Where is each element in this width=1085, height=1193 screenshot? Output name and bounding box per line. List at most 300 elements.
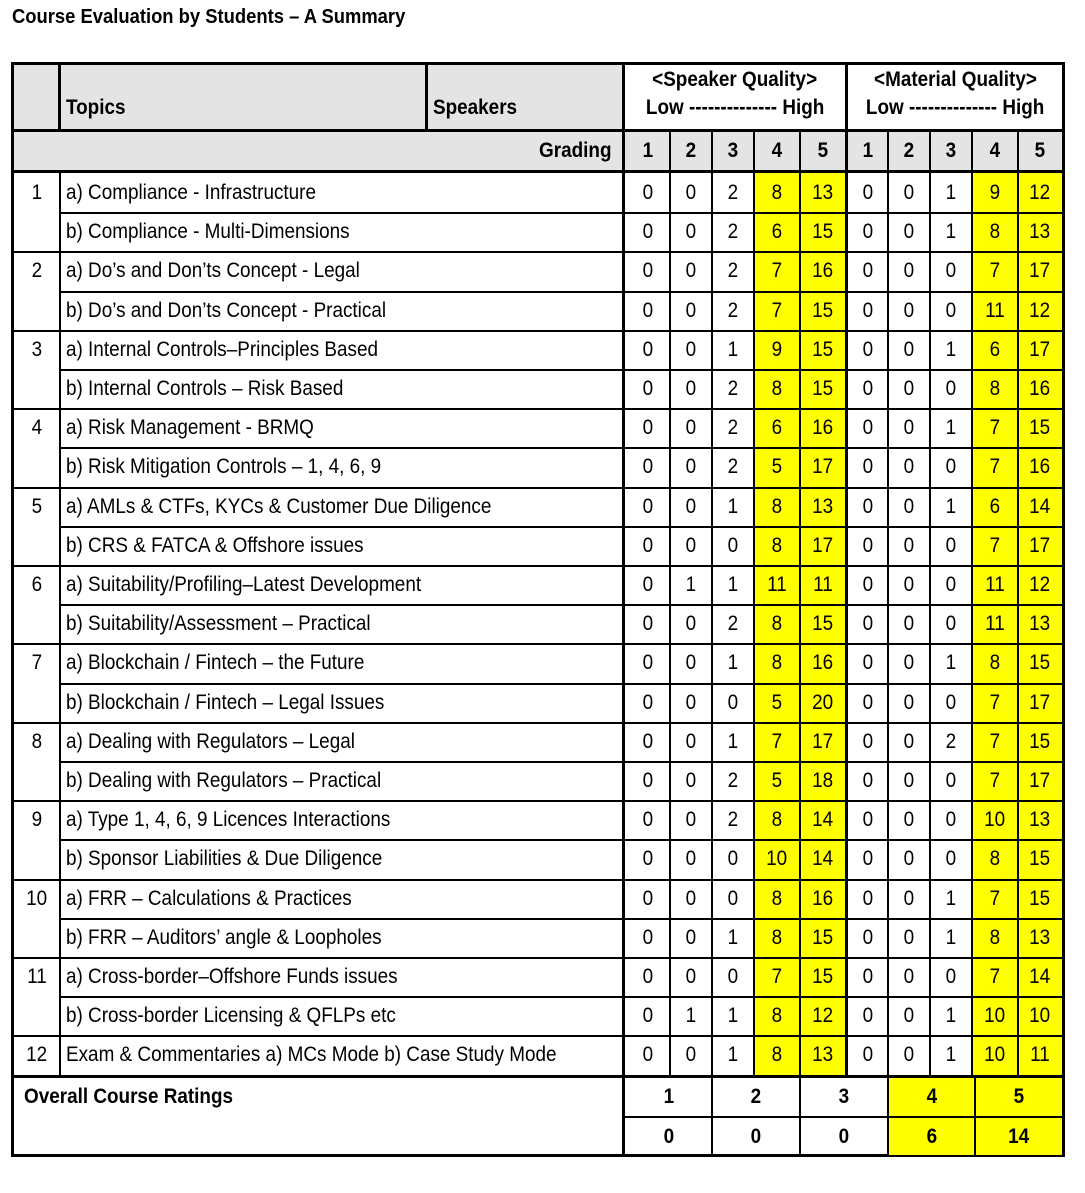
material-score-1-text: 0 (862, 1003, 874, 1027)
speaker-score-2-text: 0 (685, 298, 697, 322)
material-score-5 (1018, 839, 1062, 879)
speaker-score-4-text: 5 (771, 690, 783, 714)
material-score-2-text: 0 (903, 572, 915, 596)
material-score-2-text: 0 (903, 611, 915, 635)
row-number-text: 9 (31, 807, 43, 831)
material-score-3 (930, 996, 972, 1035)
row-divider (14, 643, 622, 645)
material-score-5-text: 13 (1029, 219, 1051, 243)
material-score-3-text: 0 (945, 376, 957, 400)
material-score-2 (888, 408, 930, 447)
material-score-5-text: 16 (1029, 455, 1051, 478)
material-score-5 (1018, 447, 1062, 487)
speaker-score-5-text: 16 (811, 259, 834, 282)
material-score-5 (1018, 565, 1062, 604)
speaker-score-4-text: 8 (771, 180, 783, 204)
material-score-1-text: 0 (862, 219, 874, 243)
material-score-3-text: 1 (945, 1003, 957, 1027)
row-divider (625, 291, 1062, 293)
speaker-score-2-text: 0 (685, 768, 697, 792)
topic-cell-text: a) Dealing with Regulators – Legal (66, 729, 355, 753)
speaker-score-1 (625, 918, 670, 957)
material-score-3-text: 1 (945, 415, 957, 439)
material-score-5-text: 13 (1029, 925, 1051, 949)
material-score-4 (972, 879, 1018, 918)
row-divider (60, 683, 622, 685)
material-score-2-text: 0 (903, 533, 915, 557)
material-score-1 (848, 839, 888, 879)
material-score-4-text: 8 (989, 925, 1001, 949)
material-score-4 (972, 447, 1018, 487)
row-divider (625, 683, 1062, 685)
speaker-score-4 (754, 291, 800, 330)
speaker-score-1-text: 0 (642, 298, 653, 322)
overall-value-3 (800, 1118, 888, 1155)
topic-cell (60, 173, 622, 212)
material-score-5-text: 15 (1029, 651, 1051, 674)
evaluation-table (11, 62, 1065, 1157)
topic-cell (60, 839, 622, 879)
material-score-5-text: 12 (1029, 180, 1051, 204)
material-score-3 (930, 761, 972, 800)
speaker-score-5 (800, 212, 845, 251)
row-divider (625, 643, 1062, 645)
row-number-text: 2 (31, 259, 43, 282)
speaker-score-2 (670, 683, 712, 722)
speaker-score-5-text: 17 (811, 533, 834, 557)
topic-cell-text: a) Internal Controls–Principles Based (66, 337, 379, 361)
overall-value-2 (712, 1118, 800, 1155)
topic-cell (60, 251, 622, 291)
speaker-score-1-text: 0 (642, 611, 653, 635)
material-score-1 (848, 369, 888, 408)
row-number (14, 643, 60, 683)
material-score-1 (848, 683, 888, 722)
speaker-score-2-text: 0 (685, 651, 697, 674)
material-score-2-text: 0 (903, 494, 915, 518)
material-score-3-text: 2 (945, 729, 957, 753)
speaker-score-1-text: 0 (642, 768, 653, 792)
material-score-4 (972, 761, 1018, 800)
material-score-1-text: 0 (862, 611, 874, 635)
column-divider (799, 1078, 801, 1155)
speaker-score-2-text: 0 (685, 611, 697, 635)
material-score-4-text: 7 (989, 768, 1001, 792)
speaker-score-3-text: 1 (727, 1043, 739, 1066)
speaker-score-5 (800, 996, 845, 1035)
row-divider (625, 839, 1062, 841)
row-divider (625, 722, 1062, 724)
material-grade-4-text: 4 (989, 138, 1001, 162)
material-score-2 (888, 447, 930, 487)
row-number (14, 565, 60, 604)
row-number (14, 330, 60, 369)
speaker-score-1 (625, 761, 670, 800)
overall-value-1-text: 0 (663, 1124, 674, 1148)
material-score-3 (930, 565, 972, 604)
row-divider (625, 408, 1062, 410)
speaker-score-5 (800, 330, 845, 369)
material-score-4 (972, 918, 1018, 957)
material-score-5 (1018, 173, 1062, 212)
row-divider (625, 996, 1062, 998)
column-divider (59, 170, 61, 1075)
material-score-2-text: 0 (903, 651, 915, 674)
overall-value-1 (625, 1118, 712, 1155)
row-number (14, 212, 60, 251)
material-score-2-text: 0 (903, 376, 915, 400)
material-score-2 (888, 330, 930, 369)
topic-cell-text: a) Cross-border–Offshore Funds issues (66, 964, 398, 988)
speaker-score-4-text: 6 (771, 415, 783, 439)
column-divider (974, 1078, 976, 1155)
speaker-score-5 (800, 173, 845, 212)
row-number (14, 487, 60, 526)
speaker-score-1 (625, 212, 670, 251)
speaker-score-2-text: 0 (685, 690, 697, 714)
speaker-score-3 (712, 526, 754, 565)
speaker-score-1 (625, 722, 670, 761)
material-score-3-text: 0 (945, 455, 957, 478)
material-score-1-text: 0 (862, 925, 874, 949)
speaker-score-3-text: 0 (727, 690, 739, 714)
overall-grade-5-text: 5 (1013, 1085, 1024, 1108)
material-score-5-text: 15 (1029, 729, 1051, 753)
overall-grade-4-text: 4 (926, 1085, 937, 1108)
grading-label (14, 131, 622, 170)
material-score-5-text: 16 (1029, 376, 1051, 400)
speaker-score-4-text: 8 (771, 376, 783, 400)
topic-cell-text: b) Blockchain / Fintech – Legal Issues (66, 690, 385, 714)
speaker-score-1 (625, 330, 670, 369)
material-scale (848, 94, 1062, 122)
material-score-5 (1018, 957, 1062, 996)
speaker-score-3 (712, 291, 754, 330)
row-divider (60, 447, 622, 449)
speaker-score-3 (712, 251, 754, 291)
speaker-score-2 (670, 879, 712, 918)
material-score-2 (888, 212, 930, 251)
material-score-2-text: 0 (903, 219, 915, 243)
speaker-score-3 (712, 1035, 754, 1075)
speaker-score-4-text: 8 (771, 494, 783, 518)
speaker-score-1-text: 0 (642, 807, 653, 831)
material-score-2 (888, 173, 930, 212)
speaker-score-5 (800, 291, 845, 330)
speaker-score-4-text: 5 (771, 455, 783, 478)
speaker-score-3-text: 1 (727, 651, 739, 674)
speaker-score-4 (754, 447, 800, 487)
speaker-score-2 (670, 565, 712, 604)
speaker-score-1-text: 0 (642, 337, 653, 361)
speaker-score-4-text: 8 (771, 611, 783, 635)
material-score-5 (1018, 408, 1062, 447)
material-score-3 (930, 683, 972, 722)
speaker-score-2 (670, 526, 712, 565)
speaker-score-2-text: 0 (685, 337, 697, 361)
material-score-2 (888, 526, 930, 565)
speaker-score-1-text: 0 (642, 533, 653, 557)
material-score-3 (930, 369, 972, 408)
material-score-3 (930, 1035, 972, 1075)
material-score-3-text: 0 (945, 259, 957, 282)
row-number (14, 369, 60, 408)
page-title: Course Evaluation by Students – A Summary (12, 6, 406, 28)
row-number-text: 11 (27, 964, 47, 988)
row-divider (14, 957, 622, 959)
speaker-score-4-text: 5 (771, 768, 783, 792)
row-number-text: 10 (26, 886, 48, 910)
material-score-5 (1018, 800, 1062, 839)
material-score-5 (1018, 918, 1062, 957)
material-score-2-text: 0 (903, 415, 915, 439)
material-score-5-text: 13 (1029, 807, 1051, 831)
row-divider (625, 1035, 1062, 1037)
column-divider (58, 65, 61, 129)
topic-cell (60, 643, 622, 683)
material-score-1-text: 0 (862, 376, 874, 400)
speaker-score-2-text: 0 (685, 259, 697, 282)
speaker-score-1-text: 0 (642, 964, 653, 988)
material-score-5-text: 12 (1029, 298, 1051, 322)
material-score-5 (1018, 604, 1062, 643)
topic-cell-text: b) Cross-border Licensing & QFLPs etc (66, 1003, 396, 1027)
overall-value-3-text: 0 (838, 1124, 850, 1148)
speaker-score-2-text: 0 (685, 180, 697, 204)
material-score-2 (888, 839, 930, 879)
row-number (14, 839, 60, 879)
row-divider (14, 487, 622, 489)
speaker-score-5-text: 15 (811, 219, 834, 243)
row-divider (60, 369, 622, 371)
speaker-scale-text: Low -------------- High (645, 96, 825, 119)
row-divider (60, 212, 622, 214)
speaker-score-5-text: 15 (811, 376, 834, 400)
material-score-1-text: 0 (862, 415, 874, 439)
overall-grade-4 (888, 1078, 975, 1116)
material-score-3-text: 0 (945, 533, 957, 557)
material-score-5-text: 17 (1029, 768, 1051, 792)
topic-cell-text: a) Risk Management - BRMQ (66, 415, 314, 439)
material-score-1 (848, 1035, 888, 1075)
material-score-4 (972, 173, 1018, 212)
material-score-3 (930, 839, 972, 879)
material-score-1-text: 0 (862, 807, 874, 831)
material-score-5 (1018, 330, 1062, 369)
material-score-3 (930, 487, 972, 526)
speaker-score-3-text: 0 (727, 886, 739, 910)
speaker-score-2 (670, 173, 712, 212)
row-number (14, 918, 60, 957)
speaker-score-2 (670, 918, 712, 957)
material-score-3-text: 0 (945, 807, 957, 831)
speaker-score-1-text: 0 (642, 494, 653, 518)
material-score-3-text: 0 (945, 298, 957, 322)
material-score-3-text: 1 (945, 219, 957, 243)
speaker-grade-1-text: 1 (642, 138, 653, 162)
material-score-2-text: 0 (903, 1003, 915, 1027)
material-score-2 (888, 879, 930, 918)
material-score-4 (972, 683, 1018, 722)
speaker-score-4-text: 7 (771, 729, 783, 753)
speaker-score-2 (670, 800, 712, 839)
speaker-score-5 (800, 879, 845, 918)
material-score-3-text: 1 (945, 886, 957, 910)
material-score-3 (930, 918, 972, 957)
material-score-1-text: 0 (862, 572, 874, 596)
speaker-score-4 (754, 251, 800, 291)
material-score-5-text: 13 (1029, 611, 1051, 635)
speaker-score-1 (625, 251, 670, 291)
material-score-1 (848, 447, 888, 487)
row-divider (14, 170, 1062, 173)
material-score-4 (972, 212, 1018, 251)
material-score-4 (972, 526, 1018, 565)
row-number-text: 4 (31, 415, 43, 439)
speaker-score-1 (625, 565, 670, 604)
material-score-2 (888, 604, 930, 643)
speaker-scale (625, 94, 845, 122)
speaker-score-1-text: 0 (642, 259, 653, 282)
row-divider (625, 800, 1062, 802)
column-divider (753, 131, 755, 1075)
speaker-score-3-text: 2 (727, 376, 739, 400)
row-divider (625, 565, 1062, 567)
material-score-4 (972, 487, 1018, 526)
speaker-score-2-text: 0 (685, 925, 697, 949)
topic-cell-text: b) Risk Mitigation Controls – 1, 4, 6, 9 (66, 455, 382, 478)
speaker-score-1-text: 0 (642, 886, 653, 910)
row-divider (625, 526, 1062, 528)
material-score-4 (972, 839, 1018, 879)
speaker-grade-5 (800, 131, 845, 170)
speaker-score-1 (625, 604, 670, 643)
speaker-score-4 (754, 330, 800, 369)
material-score-2-text: 0 (903, 847, 915, 870)
speaker-score-3-text: 0 (727, 847, 739, 870)
topic-cell (60, 526, 622, 565)
speaker-score-3 (712, 604, 754, 643)
material-score-2 (888, 291, 930, 330)
material-score-2 (888, 800, 930, 839)
speaker-score-5-text: 11 (812, 572, 833, 596)
material-score-5-text: 17 (1029, 337, 1051, 361)
row-divider (14, 1035, 622, 1037)
speaker-score-5 (800, 251, 845, 291)
row-divider (625, 957, 1062, 959)
speaker-score-1-text: 0 (642, 925, 653, 949)
material-score-3-text: 1 (945, 651, 957, 674)
material-score-1 (848, 173, 888, 212)
row-divider (60, 761, 622, 763)
material-score-1 (848, 957, 888, 996)
speaker-score-1-text: 0 (642, 180, 653, 204)
speaker-score-1 (625, 800, 670, 839)
speaker-score-3 (712, 800, 754, 839)
material-score-4-text: 7 (989, 729, 1001, 753)
topic-cell (60, 683, 622, 722)
material-score-3-text: 0 (945, 572, 957, 596)
speaker-score-4 (754, 487, 800, 526)
speaker-score-4 (754, 565, 800, 604)
speaker-score-4 (754, 212, 800, 251)
speaker-score-2-text: 0 (685, 886, 697, 910)
speaker-score-3 (712, 330, 754, 369)
row-divider (625, 212, 1062, 214)
row-divider (625, 447, 1062, 449)
material-score-2 (888, 918, 930, 957)
speaker-score-1-text: 0 (642, 651, 653, 674)
speaker-score-1-text: 0 (642, 376, 653, 400)
material-score-1-text: 0 (862, 337, 874, 361)
speaker-score-3-text: 1 (727, 729, 739, 753)
row-divider (60, 839, 622, 841)
material-score-1 (848, 408, 888, 447)
material-score-1 (848, 800, 888, 839)
speaker-score-1 (625, 291, 670, 330)
material-score-2-text: 0 (903, 259, 915, 282)
speaker-score-2-text: 0 (685, 964, 697, 988)
material-score-3-text: 0 (945, 690, 957, 714)
speaker-score-2 (670, 604, 712, 643)
material-score-3-text: 0 (945, 611, 957, 635)
speaker-score-3-text: 1 (727, 925, 739, 949)
material-grade-4 (972, 131, 1018, 170)
material-score-5-text: 15 (1029, 847, 1051, 870)
speaker-score-5 (800, 526, 845, 565)
row-divider (625, 487, 1062, 489)
material-score-5-text: 11 (1030, 1043, 1050, 1066)
row-divider (14, 330, 622, 332)
speaker-score-3-text: 2 (727, 807, 739, 831)
speaker-score-4 (754, 839, 800, 879)
material-score-5-text: 10 (1029, 1003, 1051, 1027)
speaker-grade-1 (625, 131, 670, 170)
material-score-2-text: 0 (903, 298, 915, 322)
speaker-score-3 (712, 212, 754, 251)
speaker-score-2 (670, 369, 712, 408)
overall-grade-2-text: 2 (750, 1085, 762, 1108)
speaker-score-2-text: 0 (685, 219, 697, 243)
row-number-text: 1 (31, 180, 43, 204)
material-score-1-text: 0 (862, 651, 874, 674)
topic-cell (60, 408, 622, 447)
material-score-2 (888, 643, 930, 683)
material-score-2 (888, 565, 930, 604)
overall-value-5 (975, 1118, 1062, 1155)
speaker-score-4-text: 8 (771, 1043, 783, 1066)
material-score-5 (1018, 369, 1062, 408)
material-score-4-text: 7 (989, 455, 1001, 478)
speaker-score-5 (800, 487, 845, 526)
speaker-score-1-text: 0 (642, 847, 653, 870)
speaker-score-5-text: 15 (811, 964, 834, 988)
speaker-score-3-text: 1 (727, 337, 739, 361)
speaker-score-4 (754, 604, 800, 643)
material-grade-5-text: 5 (1034, 138, 1046, 162)
material-score-1-text: 0 (862, 847, 874, 870)
material-score-1 (848, 643, 888, 683)
speaker-score-1-text: 0 (642, 572, 653, 596)
speaker-score-5-text: 18 (811, 768, 834, 792)
speaker-score-1 (625, 683, 670, 722)
material-score-5-text: 17 (1029, 533, 1051, 557)
material-score-1-text: 0 (862, 180, 874, 204)
column-divider (1017, 131, 1019, 1075)
speaker-score-2 (670, 996, 712, 1035)
speaker-score-5-text: 13 (811, 180, 834, 204)
speaker-score-5-text: 16 (811, 886, 834, 910)
